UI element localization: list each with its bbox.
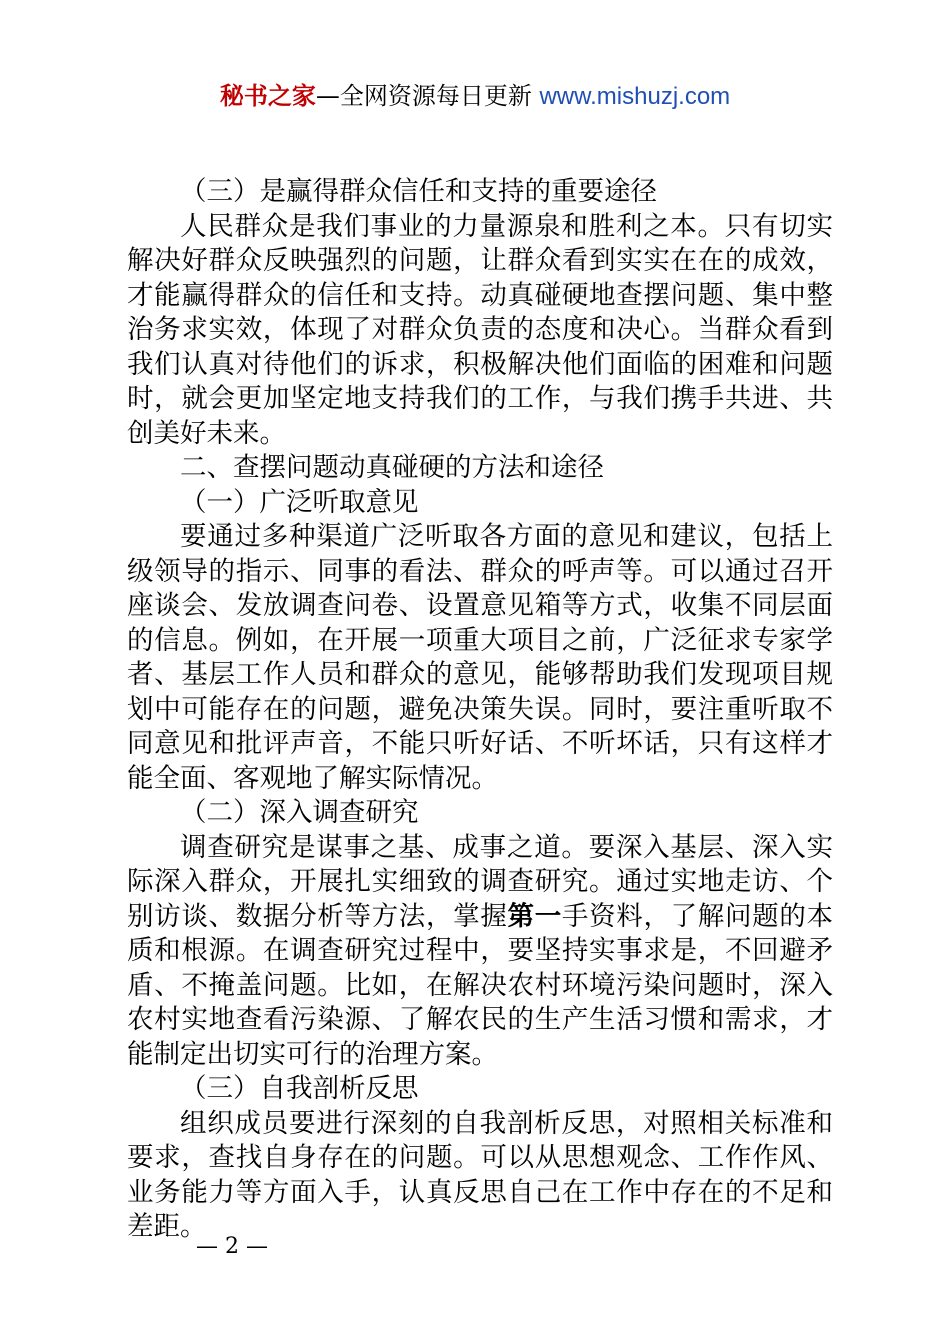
bold-text: 第一 bbox=[507, 900, 562, 932]
paragraph-text: 调查研究是谋事之基、成事之道。要深入基层、深入实际深入群众，开展扎实细致的调查研究。通过实地走访、个别访谈、数据分析等方法，掌握 bbox=[127, 831, 833, 932]
section-heading: 二、查摆问题动真碰硬的方法和途径 bbox=[180, 452, 604, 483]
banner-tagline: —全网资源每日更新 bbox=[315, 82, 540, 110]
section-heading: （二）深入调查研究 bbox=[180, 797, 419, 828]
body-paragraph: 组织成员要进行深刻的自我剖析反思，对照相关标准和要求，查找自身存在的问题。可以从思想观念、工作作风、业务能力等方面入手，认真反思自己在工作中存在的不足和差距。 bbox=[127, 1107, 833, 1242]
body-paragraph: 人民群众是我们事业的力量源泉和胜利之本。只有切实解决好群众反映强烈的问题，让群众看到实实在在的成效，才能赢得群众的信任和支持。动真碰硬地查摆问题、集中整治务求实效，体现了对群众负责的态度和决心。当群众看到我们认真对待他们的诉求，积极解决他们面临的困难和问题时，就会更加坚定地支持我们的工作，与我们携手共进、共创美好未来。 bbox=[127, 210, 833, 449]
section-heading: （三）是赢得群众信任和支持的重要途径 bbox=[180, 176, 657, 207]
brand-name: 秘书之家 bbox=[219, 82, 316, 110]
page-number: — 2 — bbox=[196, 1234, 268, 1259]
document-body bbox=[127, 175, 833, 1245]
site-url[interactable]: www.mishuzj.com bbox=[539, 83, 731, 110]
section-heading: （一）广泛听取意见 bbox=[180, 486, 419, 518]
body-paragraph bbox=[127, 831, 833, 1073]
site-banner bbox=[0, 80, 950, 113]
section-heading: （三）自我剖析反思 bbox=[180, 1073, 419, 1104]
body-paragraph: 要通过多种渠道广泛听取各方面的意见和建议，包括上级领导的指示、同事的看法、群众的呼声等。可以通过召开座谈会、发放调查问卷、设置意见箱等方式，收集不同层面的信息。例如，在开展一项重大项目之前，广泛征求专家学者、基层工作人员和群众的意见，能够帮助我们发现项目规划中可能存在的问题，避免决策失误。同时，要注重听取不同意见和批评声音，不能只听好话、不听坏话，只有这样才能全面、客观地了解实际情况。 bbox=[127, 521, 833, 794]
paragraph-text: 手资料，了解问题的本质和根源。在调查研究过程中，要坚持实事求是，不回避矛盾、不掩盖问题。比如，在解决农村环境污染问题时，深入农村实地查看污染源、了解农民的生产生活习惯和需求，才能制定出切实可行的治理方案。 bbox=[127, 900, 834, 1070]
